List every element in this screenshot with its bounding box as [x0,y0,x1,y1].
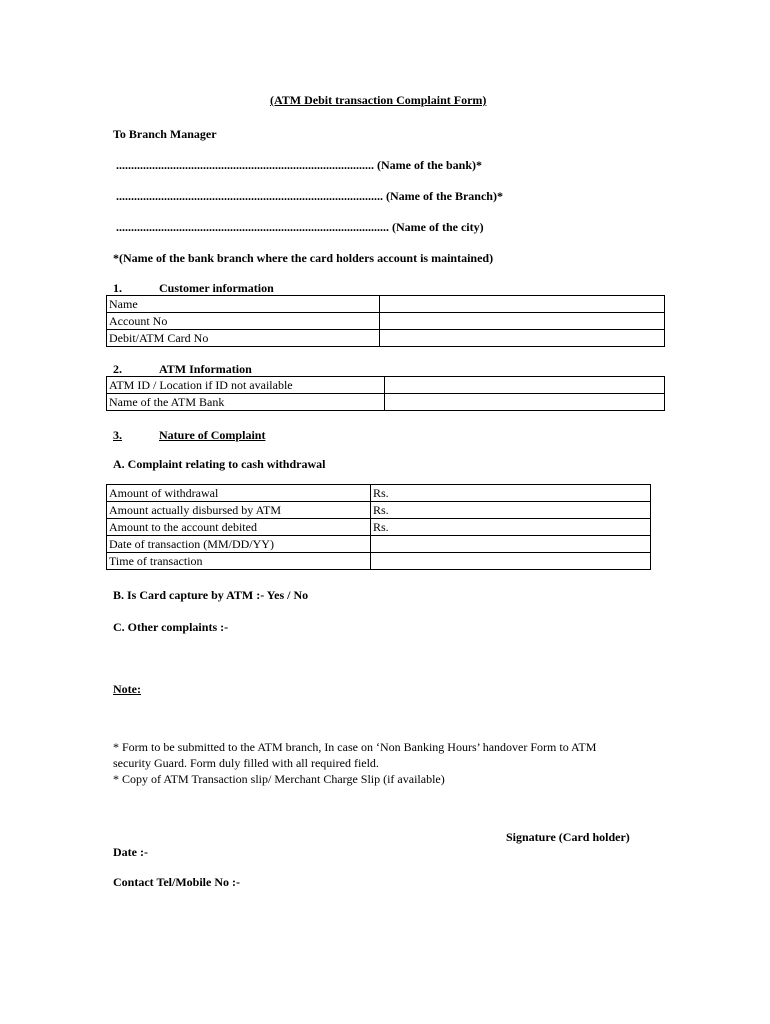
section3-number: 3. [113,428,122,442]
atm-bank-field[interactable] [385,394,665,411]
note-body [113,739,596,787]
table-row [107,553,651,570]
table-row [107,394,665,411]
note-line-2: security Guard. Form duly filled with all required field. [113,756,379,770]
atm-id-label: ATM ID / Location if ID not available [107,377,385,394]
city-name-line: ........................................................................................... (Name of the city) [116,220,484,234]
debited-amount-label: Amount to the account debited [107,519,371,536]
atm-id-field[interactable] [385,377,665,394]
table-row [107,296,665,313]
transaction-date-field[interactable] [371,536,651,553]
table-row [107,377,665,394]
table-row [107,502,651,519]
section2-heading: ATM Information [159,362,252,376]
section3-heading: Nature of Complaint [159,428,266,442]
customer-info-table [106,295,665,347]
card-no-field[interactable] [380,330,665,347]
contact-label: Contact Tel/Mobile No :- [113,875,240,889]
customer-name-label: Name [107,296,380,313]
section1-heading: Customer information [159,281,274,295]
to-line: To Branch Manager [113,127,217,141]
card-no-label: Debit/ATM Card No [107,330,380,347]
customer-name-field[interactable] [380,296,665,313]
transaction-time-label: Time of transaction [107,553,371,570]
note-line-3: * Copy of ATM Transaction slip/ Merchant Charge Slip (if available) [113,772,445,786]
table-row [107,313,665,330]
table-row [107,519,651,536]
table-row [107,485,651,502]
branch-name-line: ......................................................................................... (Name of the Branch)* [116,189,503,203]
note-line-1: * Form to be submitted to the ATM branch, In case on ‘Non Banking Hours’ handover Form to ATM [113,740,597,754]
card-capture-question: B. Is Card capture by ATM :- Yes / No [113,588,309,602]
debited-amount-field[interactable]: Rs. [371,519,651,536]
signature-label: Signature (Card holder) [506,830,630,844]
bank-name-line: ...................................................................................... (Name of the bank)* [116,158,482,172]
atm-bank-label: Name of the ATM Bank [107,394,385,411]
account-no-field[interactable] [380,313,665,330]
complaint-a-heading: A. Complaint relating to cash withdrawal [113,457,326,471]
disbursed-amount-field[interactable]: Rs. [371,502,651,519]
section2-number: 2. [113,362,122,376]
form-title: (ATM Debit transaction Complaint Form) [270,93,487,107]
withdrawal-amount-field[interactable]: Rs. [371,485,651,502]
transaction-time-field[interactable] [371,553,651,570]
other-complaints-label: C. Other complaints :- [113,620,229,634]
disbursed-amount-label: Amount actually disbursed by ATM [107,502,371,519]
transaction-date-label: Date of transaction (MM/DD/YY) [107,536,371,553]
note-heading: Note: [113,682,141,696]
branch-note: *(Name of the bank branch where the card holders account is maintained) [113,251,494,265]
cash-withdrawal-table [106,484,651,570]
section1-number: 1. [113,281,122,295]
atm-info-table [106,376,665,411]
withdrawal-amount-label: Amount of withdrawal [107,485,371,502]
table-row [107,536,651,553]
table-row [107,330,665,347]
date-label: Date :- [113,845,148,859]
account-no-label: Account No [107,313,380,330]
